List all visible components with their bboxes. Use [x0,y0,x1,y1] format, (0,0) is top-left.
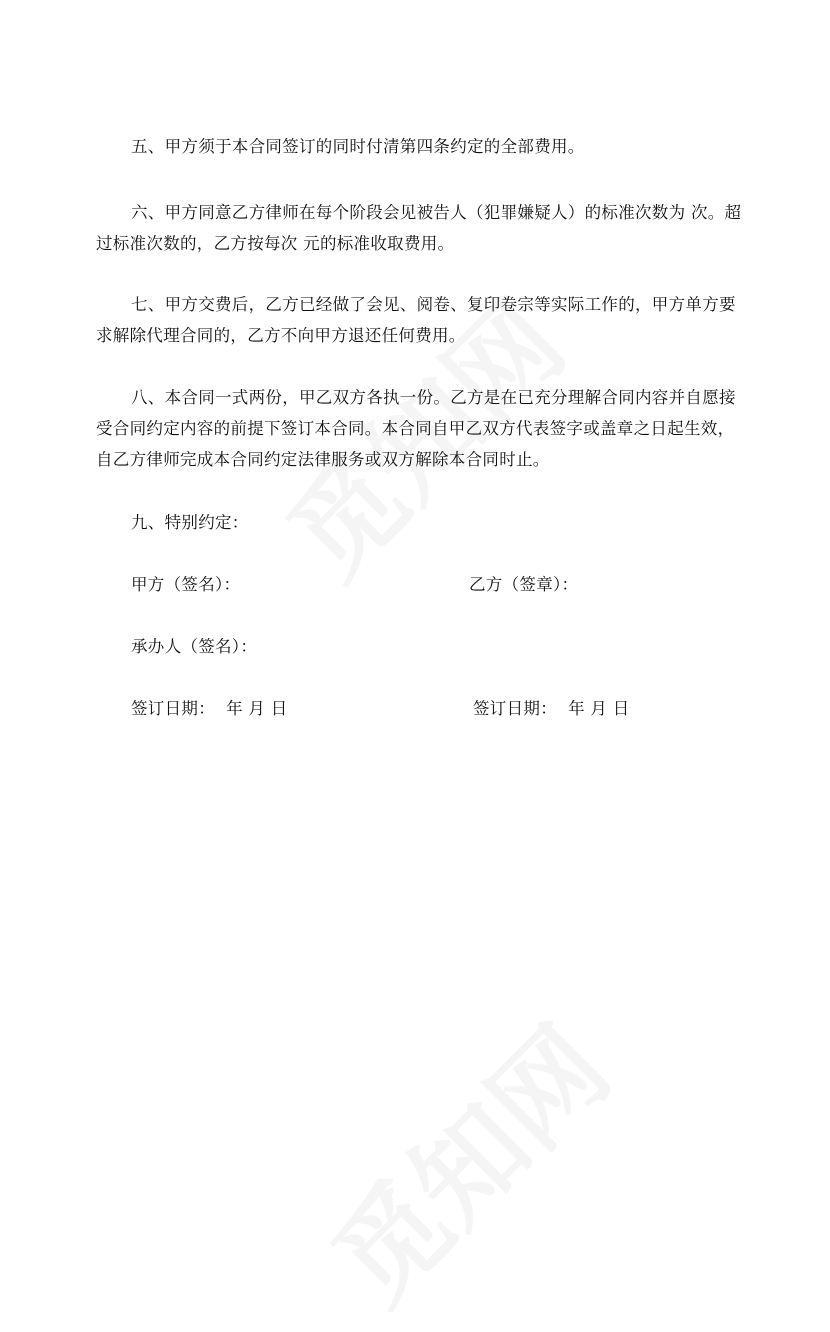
signing-date-right: 签订日期： 年 月 日 [473,699,630,718]
clause-nine: 九、特别约定： [131,513,249,532]
clause-seven: 七、甲方交费后，乙方已经做了会见、阅卷、复印卷宗等实际工作的，甲方单方要求解除代理合同的，乙方不向甲方退还任何费用。 [96,295,736,345]
clause-six: 六、甲方同意乙方律师在每个阶段会见被告人（犯罪嫌疑人）的标准次数为 次。超过标准次数的，乙方按每次 元的标准收取费用。 [96,203,742,253]
party-b-signature-label: 乙方（签章）： [469,575,579,594]
watermark [292,986,637,1331]
clause-five: 五、甲方须于本合同签订的同时付清第四条约定的全部费用。 [131,137,585,156]
signing-date-left: 签订日期： 年 月 日 [131,699,288,718]
party-a-signature-label: 甲方（签名）： [131,575,241,594]
clause-eight: 八、本合同一式两份，甲乙双方各执一份。乙方是在已充分理解合同内容并自愿接受合同约定内容的前提下签订本合同。本合同自甲乙双方代表签字或盖章之日起生效，自乙方律师完成本合同约定法律服务或双方解除本合同时止。 [96,388,736,469]
handler-signature-label: 承办人（签名）： [131,637,258,656]
